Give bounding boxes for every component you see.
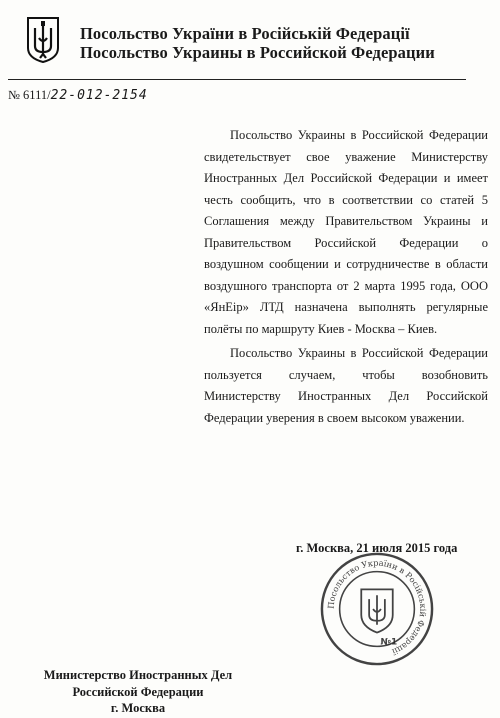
addressee-line-3: г. Москва [110, 701, 166, 715]
addressee-line-2: Российской Федерации [72, 684, 204, 699]
trident-emblem-icon [26, 16, 60, 64]
reference-number [8, 88, 148, 103]
reference-prefix: № 6111/ [8, 88, 51, 102]
addressee-block [20, 667, 256, 717]
seal-ring-text: Посольство України в Російській Федерації [325, 557, 429, 658]
letterhead-title-uk: Посольство України в Російській Федерації [80, 24, 410, 43]
reference-handwritten: 22-012-2154 [50, 88, 148, 103]
letterhead-title-ru: Посольство Украины в Российской Федерации [80, 43, 435, 62]
letterhead [80, 24, 435, 62]
place-date: г. Москва, 21 июля 2015 года [296, 541, 458, 555]
seal-center-text: №1 [380, 637, 398, 648]
body-paragraph-1: Посольство Украины в Российской Федерации свидетельствует свое уважение Министерству Иностранных Дел Российской Федерации и имеет честь сообщить, что в соответствии со статей 5 Соглашения между Правительством Украины и Правительством Российской Федерации о воздушном сообщении и сотрудничестве в области воздушного транспорта от 2 марта 1995 года, ООО «ЯнЕір» ЛТД назначена выполнять регулярные полёты по маршруту Киев - Москва – Киев. [204, 128, 488, 336]
addressee-line-1: Министерство Иностранных Дел [43, 668, 233, 682]
letter-body [204, 125, 488, 429]
body-paragraph-2: Посольство Украины в Российской Федерации пользуется случаем, чтобы возобновить Министерству Иностранных Дел Российской Федерации уверения в своем высоком уважении. [204, 346, 488, 425]
official-seal-icon [318, 550, 436, 668]
header-divider [8, 79, 466, 80]
